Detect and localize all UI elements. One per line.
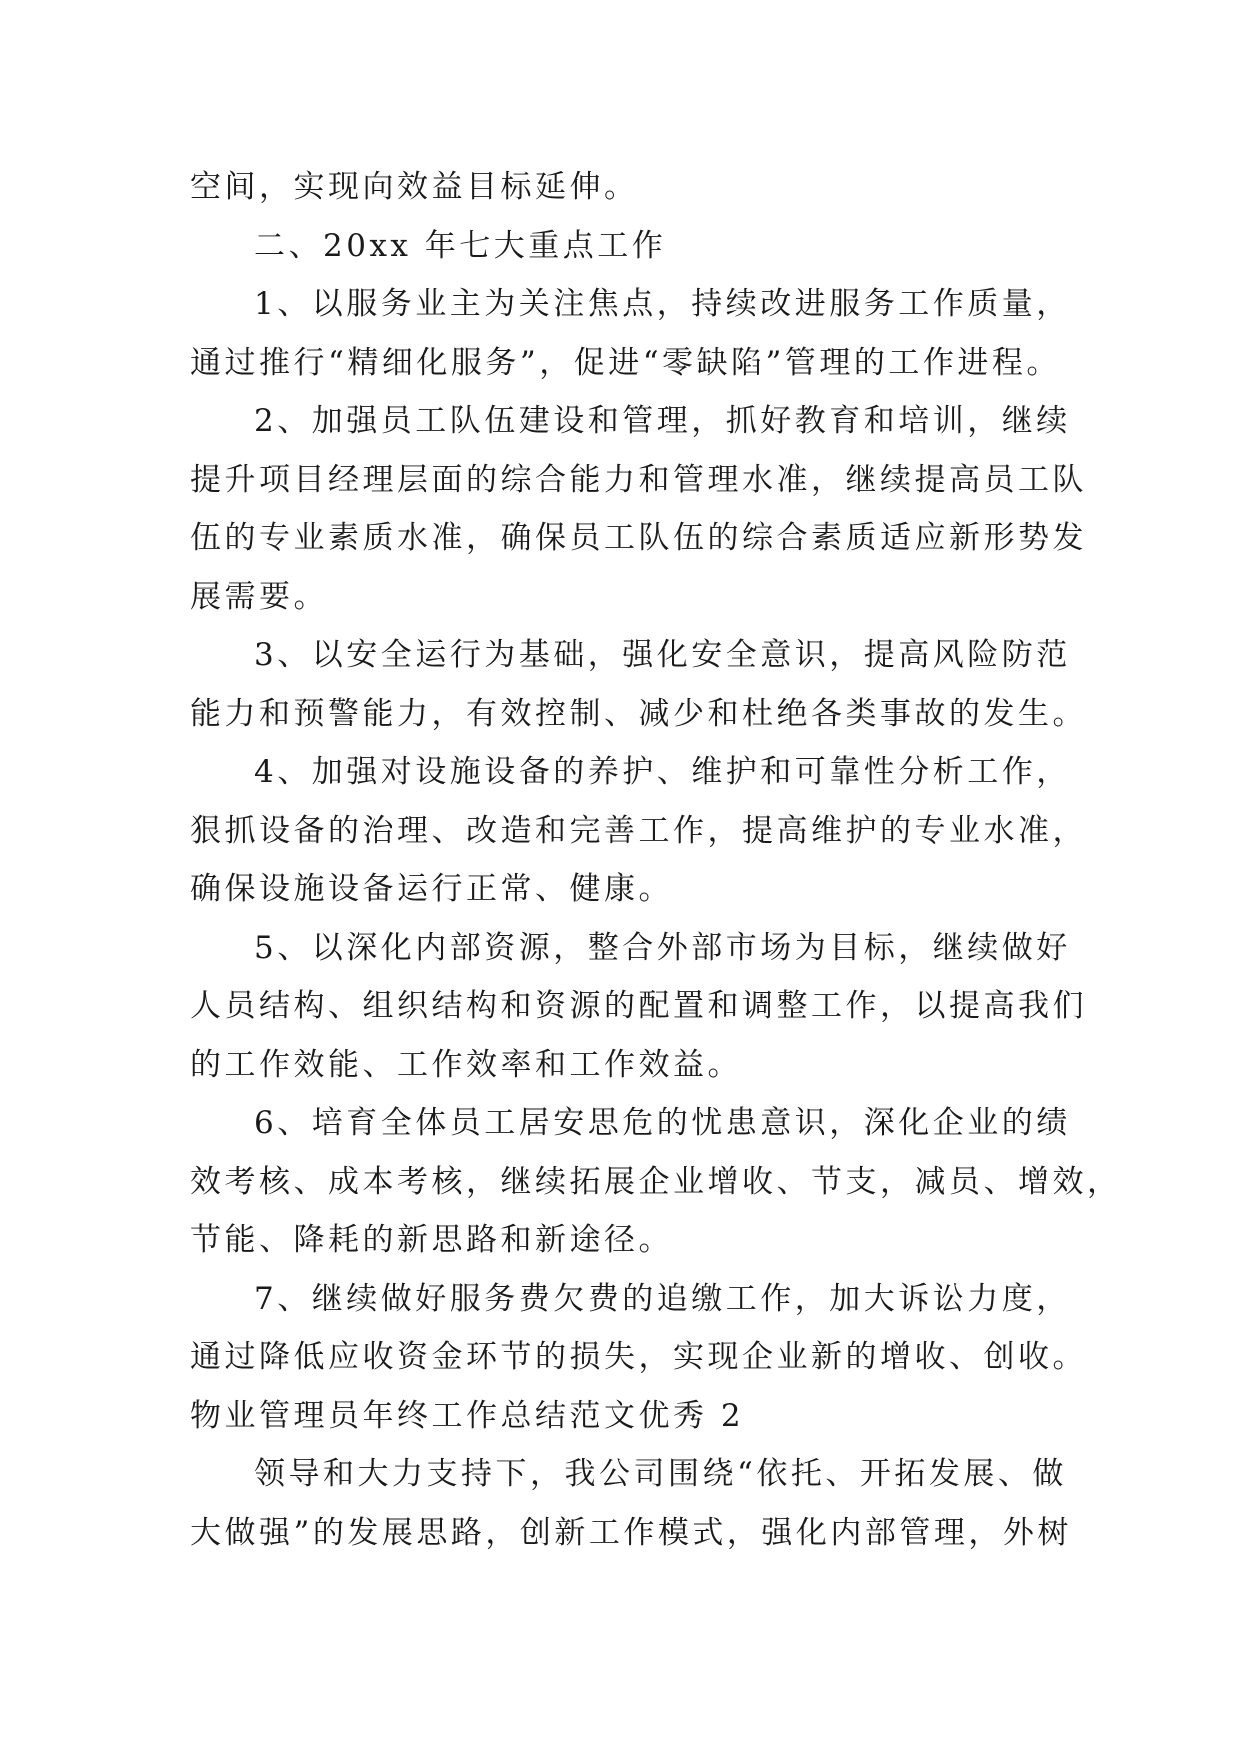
section-heading: 二、20xx 年七大重点工作	[254, 227, 667, 264]
text-line: 提升项目经理层面的综合能力和管理水准，继续提高员工队	[190, 461, 1087, 498]
article-title: 物业管理员年终工作总结范文优秀 2	[190, 1397, 745, 1434]
text-line: 空间，实现向效益目标延伸。	[190, 169, 639, 205]
text-line: 3、以安全运行为基础，强化安全意识，提高风险防范	[254, 637, 1071, 673]
text-line: 1、以服务业主为关注焦点，持续改进服务工作质量，	[254, 286, 1071, 322]
text-line: 人员结构、组织结构和资源的配置和调整工作，以提高我们	[190, 988, 1087, 1024]
text-line: 狠抓设备的治理、改造和完善工作，提高维护的专业水准，	[190, 812, 1087, 849]
text-line: 通过推行“精细化服务”，促进“零缺陷”管理的工作进程。	[190, 344, 1061, 381]
text-line: 通过降低应收资金环节的损失，实现企业新的增收、创收。	[190, 1339, 1087, 1375]
text-line: 展需要。	[190, 578, 328, 615]
text-line: 4、加强对设施设备的养护、维护和可靠性分析工作，	[254, 754, 1071, 790]
text-line: 确保设施设备运行正常、健康。	[190, 871, 673, 907]
text-line: 6、培育全体员工居安思危的忧患意识，深化企业的绩	[254, 1105, 1071, 1141]
text-line: 5、以深化内部资源，整合外部市场为目标，继续做好	[254, 929, 1071, 966]
text-line: 2、加强员工队伍建设和管理，抓好教育和培训，继续	[254, 403, 1071, 439]
text-line: 效考核、成本考核，继续拓展企业增收、节支，减员、增效，	[190, 1163, 1122, 1200]
text-line: 伍的专业素质水准，确保员工队伍的综合素质适应新形势发	[190, 520, 1087, 556]
text-line: 7、继续做好服务费欠费的追缴工作，加大诉讼力度，	[254, 1280, 1071, 1317]
text-line: 节能、降耗的新思路和新途径。	[190, 1222, 673, 1258]
text-line: 领导和大力支持下，我公司围绕“依托、开拓发展、做	[254, 1456, 1067, 1492]
document-body	[190, 158, 1122, 1562]
text-line: 的工作效能、工作效率和工作效益。	[190, 1046, 742, 1083]
text-line: 能力和预警能力，有效控制、减少和杜绝各类事故的发生。	[190, 695, 1087, 732]
text-line: 大做强”的发展思路，创新工作模式，强化内部管理，外树	[190, 1514, 1072, 1551]
